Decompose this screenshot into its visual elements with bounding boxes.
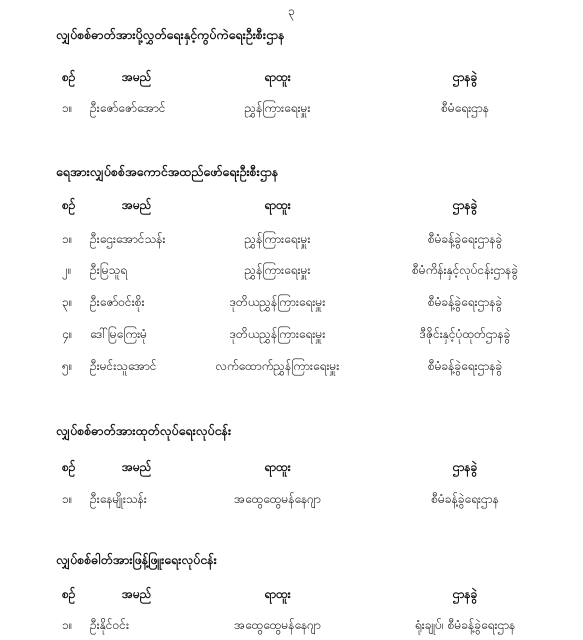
row-name: ဦးမင်းသူအောင် (90, 359, 157, 373)
row-department: စီမံရေးဌာန (441, 101, 489, 115)
row-department: စီမံခန့်ခွဲရေးဌာနခွဲ (427, 295, 503, 309)
row-no: ၃။ (62, 295, 73, 309)
table-row (0, 358, 583, 376)
table-header (0, 197, 583, 215)
row-department: စီမံခန့်ခွဲရေးဌာနခွဲ (427, 359, 503, 373)
table-header (0, 69, 583, 87)
row-name: ဦးနိုင်ဝင်း (90, 618, 129, 632)
row-name: ဦးဌေးအောင်သန်း (90, 232, 166, 246)
header-no: စဉ် (62, 587, 76, 601)
header-department: ဌာနခွဲ (452, 587, 478, 601)
row-name: ဦးနေမျိုးသန်း (90, 492, 147, 506)
header-department: ဌာနခွဲ (452, 198, 478, 212)
table-row (0, 231, 583, 249)
header-no: စဉ် (62, 198, 76, 212)
header-name: အမည် (122, 70, 152, 84)
table-header (0, 586, 583, 604)
row-department: ရုံးချုပ်၊ စီမံခန့်ခွဲရေးဌာန (414, 618, 516, 632)
row-name: ဦးဇော်ဇော်အောင် (90, 101, 166, 115)
row-position: လက်ထောက်ညွှန်ကြားရေးမှူး (215, 359, 340, 373)
header-position: ရာထူး (264, 198, 291, 212)
row-position: ဒုတိယညွှန်ကြားရေးမှူး (229, 327, 326, 341)
header-department: ဌာနခွဲ (452, 460, 478, 474)
row-department: စီမံကိန်းနှင့်လုပ်ငန်းဌာနခွဲ (411, 263, 519, 277)
row-position: ညွှန်ကြားရေးမှူး (244, 263, 311, 277)
section-title: လျှပ်စစ်ဓာတ်အားပို့လွှတ်ရေးနှင့်ကွပ်ကဲရေးဦးစီးဌာန (56, 27, 285, 42)
row-no: ၁။ (62, 618, 73, 632)
table-row (0, 491, 583, 509)
section-title: လျှပ်စစ်ဓါတ်အားဖြန့်ဖြူးရေးလုပ်ငန်း (56, 552, 217, 567)
header-position: ရာထူး (264, 70, 291, 84)
row-no: ၁။ (62, 232, 73, 246)
row-department: စီမံခန့်ခွဲရေးဌာနခွဲ (427, 232, 503, 246)
row-name: ဒေါ်မြကြေးမုံ (90, 327, 147, 341)
header-no: စဉ် (62, 70, 76, 84)
row-name: ဦးဇော်ဝင်းစိုး (90, 295, 145, 309)
row-department: စီမံခန့်ခွဲရေးဌာန (431, 492, 499, 506)
row-no: ၁။ (62, 492, 73, 506)
header-position: ရာထူး (264, 460, 291, 474)
row-no: ၅။ (62, 359, 73, 373)
section-title: ရေအားလျှပ်စစ်အကောင်အထည်ဖော်ရေးဦးစီးဌာန (56, 164, 279, 179)
row-position: ဒုတိယညွှန်ကြားရေးမှူး (229, 295, 326, 309)
table-row (0, 326, 583, 344)
header-no: စဉ် (62, 460, 76, 474)
section-title: လျှပ်စစ်ဓာတ်အားထုတ်လုပ်ရေးလုပ်ငန်း (56, 423, 232, 438)
table-row (0, 262, 583, 280)
row-no: ၂။ (62, 263, 72, 277)
row-position: အထွေထွေမန်နေဂျာ (234, 618, 321, 632)
header-name: အမည် (122, 198, 152, 212)
row-no: ၁။ (62, 101, 73, 115)
header-department: ဌာနခွဲ (452, 70, 478, 84)
row-position: ညွှန်ကြားရေးမှူး (244, 232, 311, 246)
table-row (0, 294, 583, 312)
row-name: ဦးမြသူရ (90, 263, 128, 277)
table-row (0, 100, 583, 118)
header-name: အမည် (122, 587, 152, 601)
header-name: အမည် (122, 460, 152, 474)
header-position: ရာထူး (264, 587, 291, 601)
table-row (0, 617, 583, 635)
row-department: ဒီဇိုင်းနှင့်ပုံထုတ်ဌာနခွဲ (419, 327, 511, 341)
row-position: ညွှန်ကြားရေးမှူး (244, 101, 311, 115)
page-number: ၃ (288, 4, 295, 18)
row-no: ၄။ (62, 327, 73, 341)
table-header (0, 459, 583, 477)
row-position: အထွေထွေမန်နေဂျာ (234, 492, 321, 506)
